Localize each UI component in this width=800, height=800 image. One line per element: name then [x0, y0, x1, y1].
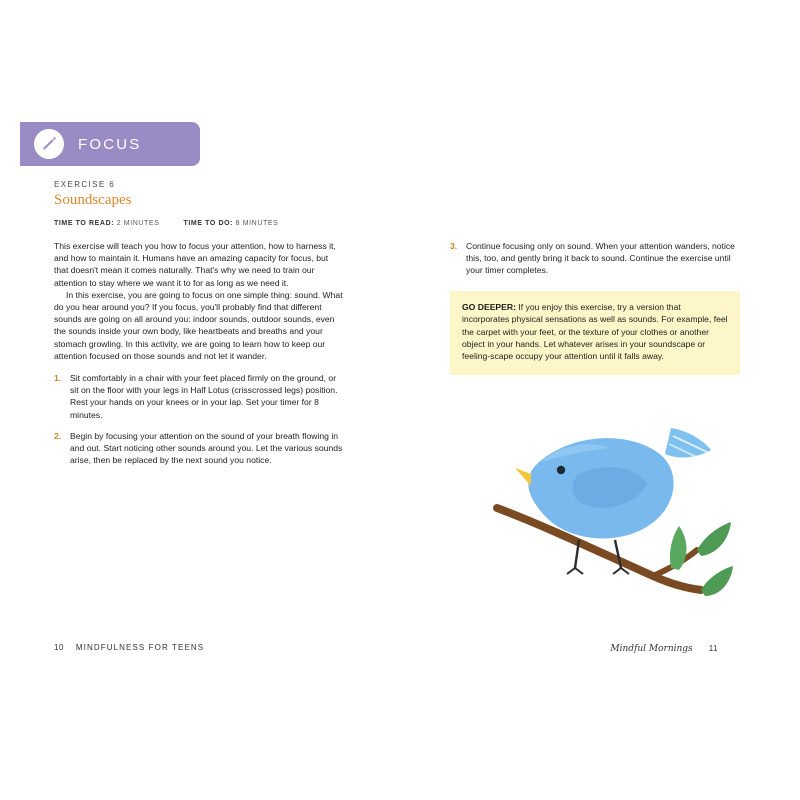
go-deeper-text: If you enjoy this exercise, try a version that incorporates physical sensations as well as sounds. For example, feel the carpet with your feet, or the texture of your clothes or another object in your hands. Let whatever arises in your soundscape or feeling-scape occupy your attention until it falls away.: [462, 301, 728, 362]
meta-time-to-read-label: TIME TO READ:: [54, 220, 115, 227]
spread-content: [20, 100, 780, 680]
pencil-icon: [34, 129, 64, 159]
section-tab-focus: [20, 122, 200, 166]
page-number-right: 11: [708, 644, 718, 653]
page-number-left: 10: [54, 643, 64, 652]
exercise-title: Soundscapes: [54, 192, 132, 208]
meta-time-to-do-label: TIME TO DO:: [183, 220, 234, 227]
meta-time-to-read: [54, 220, 159, 227]
go-deeper-callout: [450, 291, 740, 375]
list-item-number: 1.: [54, 373, 62, 384]
running-head-left: MINDFULNESS FOR TEENS: [75, 643, 205, 652]
meta-time-to-do-value: 8 MINUTES: [235, 220, 279, 227]
list-item-number: 3.: [450, 241, 458, 251]
section-tab-label: FOCUS: [78, 135, 142, 153]
left-column: [54, 240, 344, 475]
steps-list-right: [450, 240, 740, 277]
steps-list-left: [54, 372, 344, 466]
exercise-meta: [54, 220, 278, 227]
list-item-text: Begin by focusing your attention on the sound of your breath flowing in and out. Start noticing other sounds around you. Let the various sounds arise, then be replaced by the next sound you notice.: [70, 430, 343, 466]
meta-time-to-read-value: 2 MINUTES: [116, 220, 160, 227]
running-head-right: Mindful Mornings: [610, 644, 693, 654]
list-item-text: Continue focusing only on sound. When your attention wanders, notice this, too, and gently bring it back to sound. Continue the exercise until your timer completes.: [466, 241, 735, 276]
meta-time-to-do: [183, 220, 278, 227]
list-item: [54, 430, 344, 467]
list-item: [54, 372, 344, 421]
footer-left: [54, 643, 204, 652]
exercise-number: EXERCISE 6: [54, 180, 116, 189]
right-column: [450, 240, 740, 375]
blue-bird-on-branch-illustration: [475, 400, 745, 630]
list-item: [450, 240, 740, 277]
list-item-text: Sit comfortably in a chair with your feet placed firmly on the ground, or sit on the floor with your legs in Half Lotus (crisscrossed legs) position. Rest your hands on your knees or in your lap. Set your timer for 8 minutes.: [70, 373, 338, 420]
footer-right: [610, 644, 718, 654]
body-paragraph: This exercise will teach you how to focus your attention, how to harness it, and how to maintain it. Humans have an amazing capacity for focus, but that doesn't mean it comes naturally. That's why we need to train our attention to stay where we want it to for as long as we need it.: [54, 241, 336, 288]
go-deeper-title: GO DEEPER:: [462, 301, 516, 312]
body-paragraph: In this exercise, you are going to focus on one simple thing: sound. What do you hear around you? If you focus, you'll probably find that different sounds are going on all around you: indoor sounds, outdoor sounds, even the sounds inside your own body, like heartbeats and breaths and your stomach growling. In this activity, we are going to learn how to keep our attention focused on those sounds and not let it wander.: [54, 289, 343, 361]
list-item-number: 2.: [54, 430, 62, 441]
